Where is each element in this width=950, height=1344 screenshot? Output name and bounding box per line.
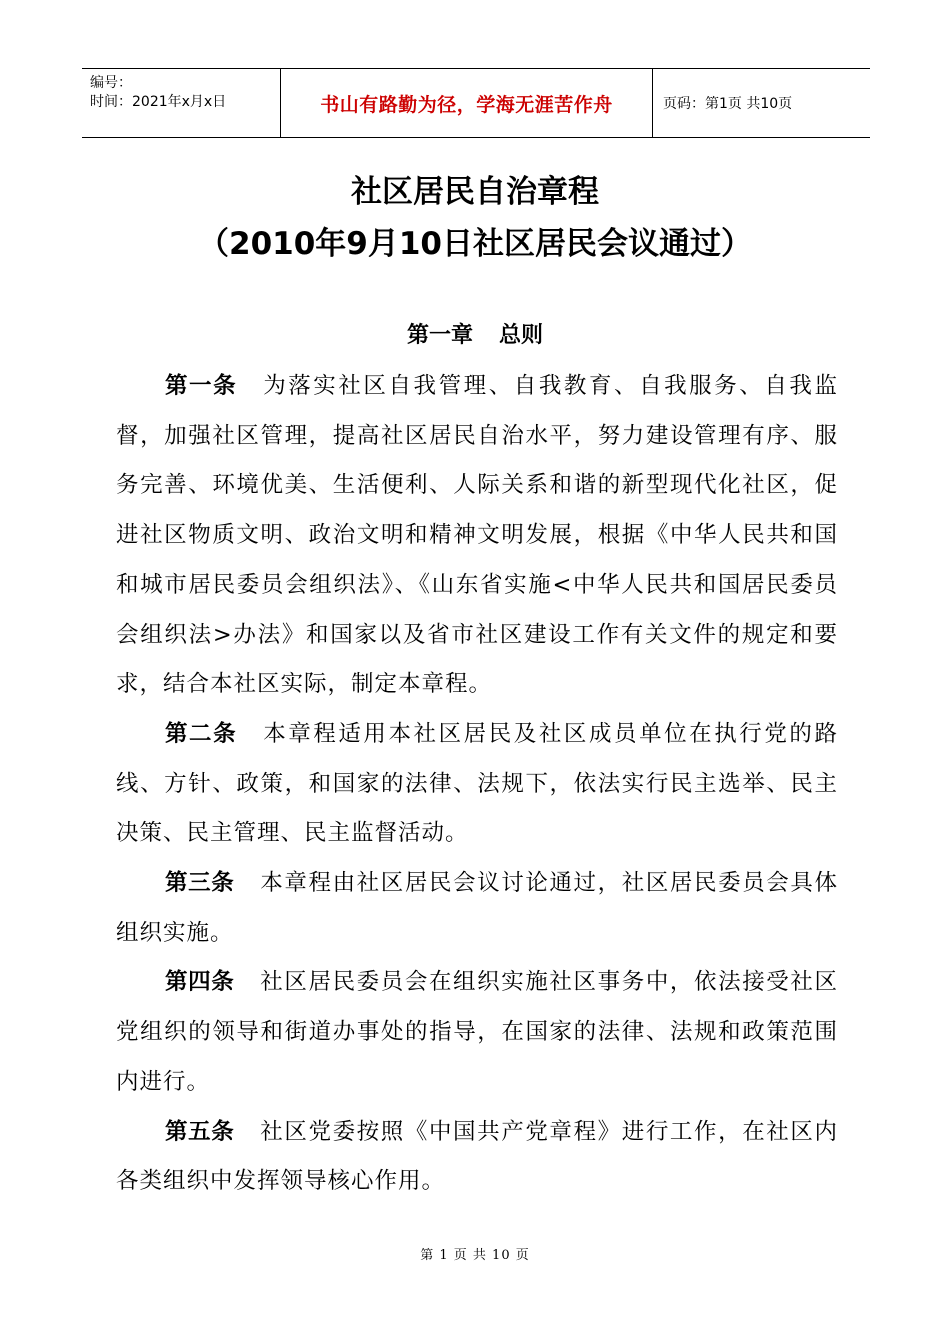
- header-table: [82, 68, 870, 138]
- article-paragraph: [116, 1108, 838, 1207]
- article-label: 第四条: [165, 969, 235, 996]
- article-text: 本章程适用本社区居民及社区成员单位在执行党的路线、方针、政策，和国家的法律、法规下，依法实行民主选举、民主决策、民主管理、民主监督活动。: [116, 720, 838, 847]
- article-label: 第二条: [165, 720, 238, 747]
- page-footer: 第 1 页 共 10 页: [420, 1248, 530, 1263]
- article-text: 社区党委按照《中国共产党章程》进行工作，在社区内各类组织中发挥领导核心作用。: [116, 1118, 838, 1195]
- header-meta-cell: [82, 69, 281, 137]
- header-page-info: 页码：第1页 共10页: [663, 96, 793, 112]
- article-label: 第一条: [165, 373, 238, 399]
- number-label: 编号：: [90, 75, 132, 91]
- document-title: 社区居民自治章程: [351, 174, 599, 210]
- article-label: 第三条: [165, 870, 235, 897]
- chapter-heading: [0, 318, 950, 349]
- article-text: 社区居民委员会在组织实施社区事务中，依法接受社区党组织的领导和街道办事处的指导，在国家的法律、法规和政策范围内进行。: [116, 969, 838, 1095]
- article-text: 为落实社区自我管理、自我教育、自我服务、自我监督，加强社区管理，提高社区居民自治水平，努力建设管理有序、服务完善、环境优美、生活便利、人际关系和谐的新型现代化社区，促进社区物质文明、政治文明和精神文明发展，根据《中华人民共和国和城市居民委员会组织法》、《山东省实施<中华人民共和国居民委员会组织法>办法》和国家以及省市社区建设工作有关文件的规定和要求，结合本社区实际，制定本章程。: [116, 373, 838, 698]
- article-label: 第五条: [165, 1118, 235, 1145]
- article-paragraph: [116, 859, 838, 958]
- header-motto: 书山有路勤为径，学海无涯苦作舟: [281, 69, 653, 137]
- chapter-name: 总则: [499, 323, 544, 348]
- article-paragraph: [116, 958, 838, 1107]
- document-body: [116, 362, 838, 1207]
- chapter-number: 第一章: [406, 323, 473, 348]
- article-text: 本章程由社区居民会议讨论通过，社区居民委员会具体组织实施。: [116, 870, 838, 946]
- article-paragraph: [116, 362, 838, 710]
- article-paragraph: [116, 710, 838, 859]
- time-label: 时间：2021年x月x日: [90, 94, 227, 110]
- document-subtitle: （2010年9月10日社区居民会议通过）: [198, 226, 752, 262]
